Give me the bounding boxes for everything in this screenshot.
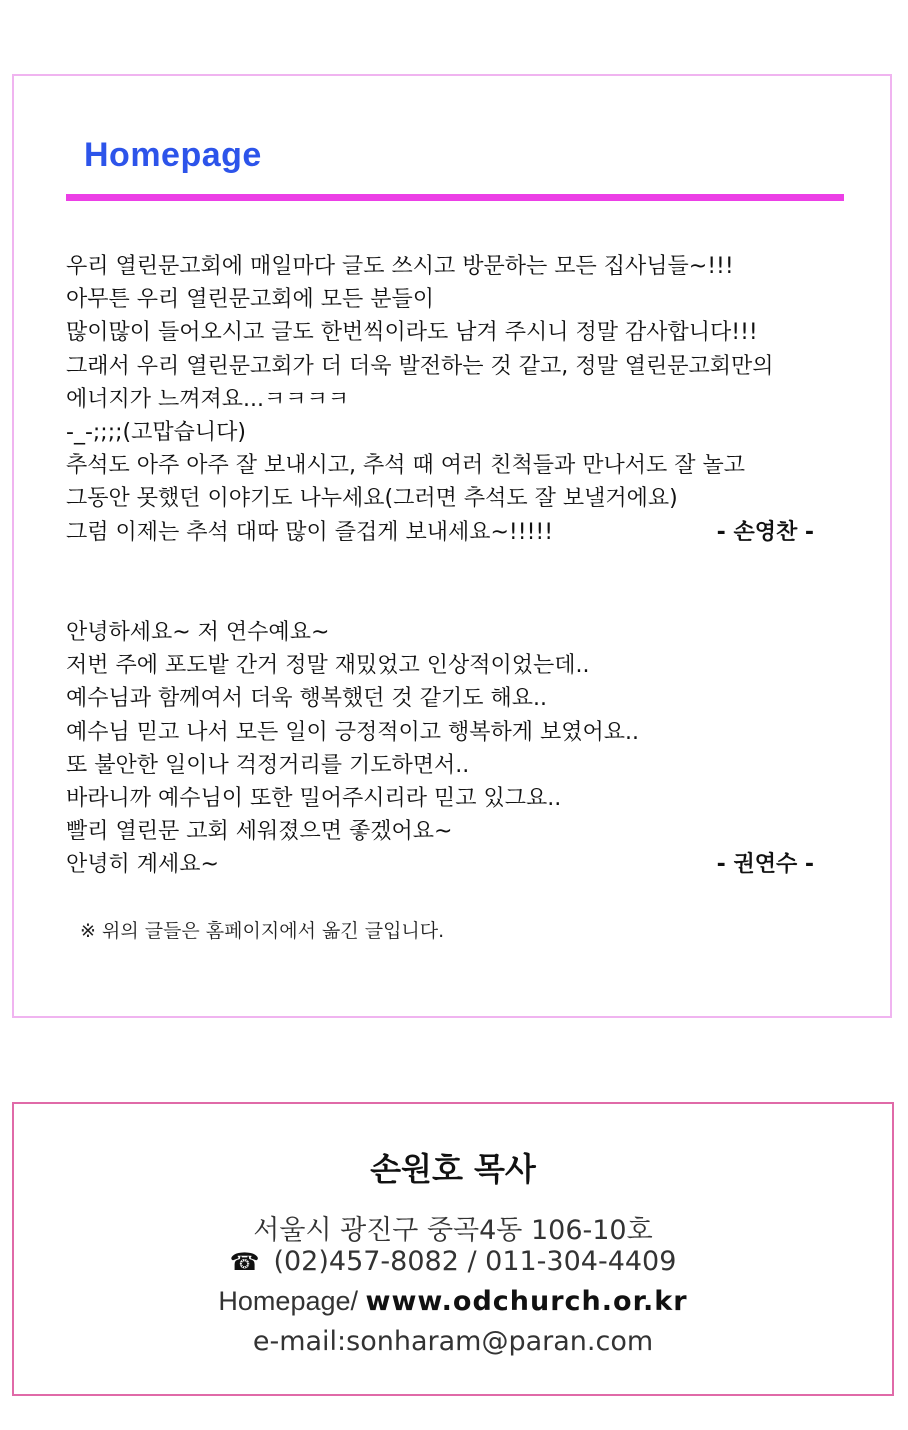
message-line: 바라니까 예수님이 또한 밀어주시리라 믿고 있그요..	[66, 785, 562, 811]
message-line: 추석도 아주 아주 잘 보내시고, 추석 때 여러 친척들과 만나서도 잘 놀고	[66, 453, 745, 479]
telephone-icon: ☎	[229, 1248, 260, 1276]
message-block-2	[66, 616, 844, 882]
source-note: ※ 위의 글들은 홈페이지에서 옮긴 글입니다.	[80, 920, 445, 942]
message-line: 아무튼 우리 열린문고회에 모든 분들이	[66, 287, 435, 313]
homepage-line	[14, 1286, 892, 1317]
homepage-link[interactable]: www.odchurch.or.kr	[365, 1286, 688, 1317]
message-line: 우리 열린문고회에 매일마다 글도 쓰시고 방문하는 모든 집사님들~!!!	[66, 254, 734, 279]
phone-numbers: (02)457-8082 / 011-304-4409	[273, 1246, 677, 1277]
message-line: 많이많이 들어오시고 글도 한번씩이라도 남겨 주시니 정말 감사합니다!!!	[66, 320, 758, 346]
contact-card	[12, 1102, 894, 1396]
message-line: 그래서 우리 열린문고회가 더 더욱 발전하는 것 같고, 정말 열린문고회만의	[66, 353, 774, 379]
message-line: -_-;;;;(고맙습니다)	[66, 419, 246, 445]
phone-line	[14, 1246, 892, 1277]
homepage-messages-box	[12, 74, 892, 1018]
message-line: 에너지가 느껴져요...ㅋㅋㅋㅋ	[66, 386, 349, 412]
section-title: Homepage	[84, 136, 262, 174]
message-line-last	[66, 516, 844, 549]
message-line: 또 불안한 일이나 걱정거리를 기도하면서..	[66, 752, 470, 778]
message-line: 안녕하세요~ 저 연수예요~	[66, 620, 330, 645]
homepage-label: Homepage/	[218, 1286, 359, 1316]
message-line-text: 그럼 이제는 추석 대따 많이 즐겁게 보내세요~!!!!!	[66, 519, 554, 545]
message-line: 그동안 못했던 이야기도 나누세요(그러면 추석도 잘 보낼거에요)	[66, 486, 678, 512]
address: 서울시 광진구 중곡4동 106-10호	[253, 1215, 653, 1246]
message-line: 예수님과 함께여서 더욱 행복했던 것 같기도 해요..	[66, 686, 547, 712]
message-line: 저번 주에 포도밭 간거 정말 재밌었고 인상적이었는데..	[66, 653, 590, 679]
signature: - 권연수 -	[716, 852, 814, 878]
title-underline	[66, 194, 844, 201]
signature: - 손영찬 -	[716, 519, 814, 545]
message-line-last	[66, 848, 844, 881]
pastor-name: 손원호 목사	[370, 1150, 536, 1188]
message-block-1	[66, 250, 844, 549]
message-line: 빨리 열린문 고회 세워졌으면 좋겠어요~	[66, 819, 453, 845]
email-line[interactable]: e-mail:sonharam@paran.com	[252, 1326, 654, 1357]
message-line-text: 안녕히 계세요~	[66, 852, 219, 878]
message-line: 예수님 믿고 나서 모든 일이 긍정적이고 행복하게 보였어요..	[66, 719, 639, 745]
